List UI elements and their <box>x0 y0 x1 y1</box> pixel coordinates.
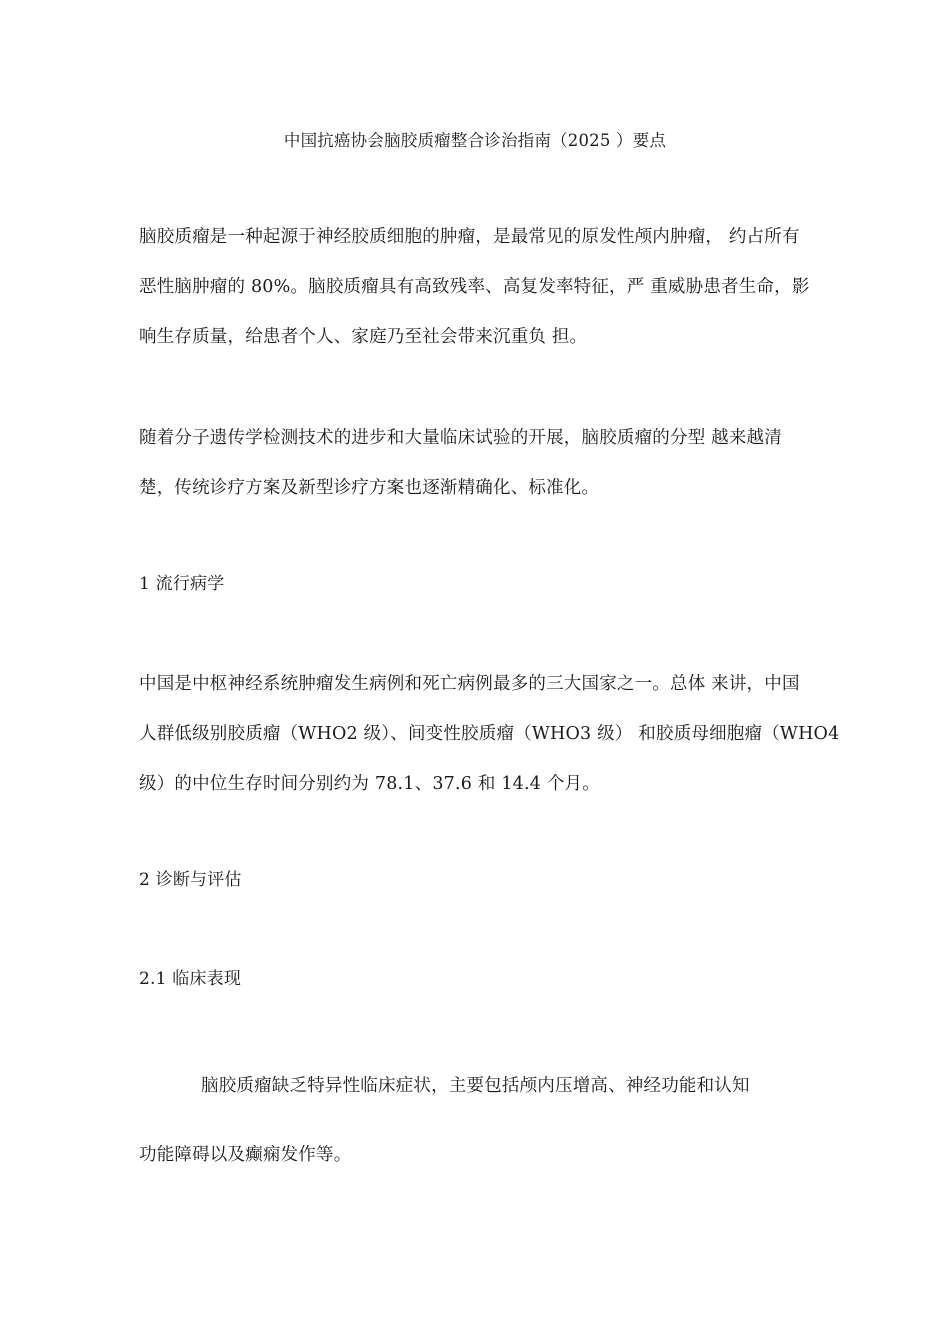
section-1-line-1: 中国是中枢神经系统肿瘤发生病例和死亡病例最多的三大国家之一。总体 来讲，中国 <box>139 674 800 694</box>
intro-p1-line-3: 响生存质量，给患者个人、家庭乃至社会带来沉重负 担。 <box>139 327 588 347</box>
section-1-line-2: 人群低级别胶质瘤（WHO2 级）、间变性胶质瘤（WHO3 级） 和胶质母细胞瘤（WHO4 <box>139 724 840 744</box>
section-2-1-line-1: 脑胶质瘤缺乏特异性临床症状，主要包括颅内压增高、神经功能和认知 <box>201 1076 750 1096</box>
intro-p2-line-2: 楚，传统诊疗方案及新型诊疗方案也逐渐精确化、标准化。 <box>139 478 600 498</box>
document-title: 中国抗癌协会脑胶质瘤整合诊治指南（2025 ）要点 <box>283 131 667 150</box>
intro-p1-line-1: 脑胶质瘤是一种起源于神经胶质细胞的肿瘤，是最常见的原发性颅内肿瘤， 约占所有 <box>139 227 800 247</box>
section-1-heading: 1 流行病学 <box>139 574 225 594</box>
intro-p1-line-2: 恶性脑肿瘤的 80%。脑胶质瘤具有高致残率、高复发率特征，严 重威胁患者生命，影 <box>139 277 810 297</box>
intro-p2-line-1: 随着分子遗传学检测技术的进步和大量临床试验的开展，脑胶质瘤的分型 越来越清 <box>139 428 782 448</box>
section-1-line-3: 级）的中位生存时间分别约为 78.1、37.6 和 14.4 个月。 <box>139 774 600 794</box>
section-2-1-line-2: 功能障碍以及癫痫发作等。 <box>139 1145 352 1165</box>
section-2-heading: 2 诊断与评估 <box>139 870 242 890</box>
section-2-1-heading: 2.1 临床表现 <box>139 969 242 989</box>
